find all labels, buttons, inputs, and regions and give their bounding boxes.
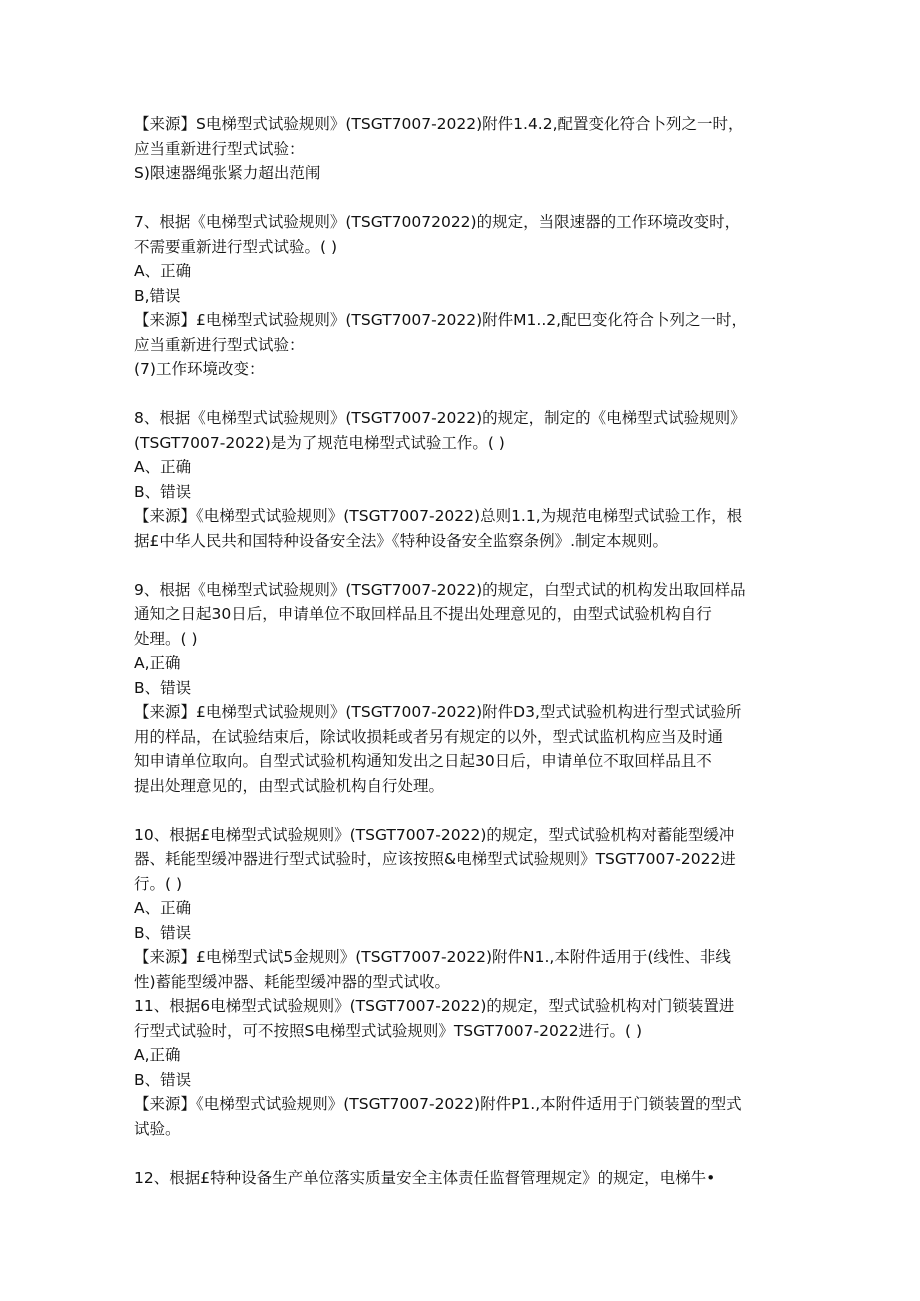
spacer xyxy=(134,186,794,211)
source-line: 【来源】S电梯型式试验规则》(TSGT7007-2022)附件1.4.2,配置变化符合卜列之一时， xyxy=(134,115,744,133)
option-a: A、正确 xyxy=(134,899,192,917)
option-b: B、错误 xyxy=(134,482,192,501)
question-text: 不需要重新进行型式试验。( ) xyxy=(134,237,338,256)
question-12 xyxy=(134,1166,794,1191)
source-line: 性)蓄能型缓冲器、耗能型缓冲器的型式试收。 xyxy=(134,972,451,991)
question-text: 行。( ) xyxy=(134,874,183,893)
question-text: 9、根据《电梯型式试验规则》(TSGT7007-2022)的规定，白型式试的机构发出取回样品 xyxy=(134,580,746,599)
spacer xyxy=(134,1141,794,1166)
question-text: 11、根据6电梯型式试验规则》(TSGT7007-2022)的规定，型式试验机构对门锁装置进 xyxy=(134,997,735,1015)
source-line: 【来源】£电梯型式试5金规则》(TSGT7007-2022)附件N1.,本附件适用于(线性、非线 xyxy=(134,948,731,966)
question-10 xyxy=(134,823,794,995)
source-block-previous xyxy=(134,112,794,186)
option-a: A、正确 xyxy=(134,458,192,476)
question-11 xyxy=(134,994,794,1141)
source-line: 【来源】£电梯型式试验规则》(TSGT7007-2022)附件M1..2,配巴变化符合卜列之一时， xyxy=(134,311,748,329)
question-text: 处理。( ) xyxy=(134,629,198,648)
source-line: 知申请单位取向。自型式试验机构通知发出之日起30日后，申请单位不取回样品且不 xyxy=(134,752,712,770)
source-line: 应当重新进行型式试验： xyxy=(134,335,305,354)
question-text: 12、根据£特种设备生产单位落实质量安全主体责任监督管理规定》的规定，电梯牛• xyxy=(134,1168,716,1187)
source-line: 用的样品，在试验结束后，除试收损耗或者另有规定的以外，型式试监机构应当及时通 xyxy=(134,727,724,746)
question-text: 行型式试验时，可不按照S电梯型式试验规则》TSGT7007-2022进行。( ) xyxy=(134,1021,643,1040)
option-b: B、错误 xyxy=(134,923,192,942)
option-b: B、错误 xyxy=(134,1070,192,1089)
question-8 xyxy=(134,406,794,553)
source-line: 试验。 xyxy=(134,1119,181,1138)
option-a: A,正确 xyxy=(134,654,181,672)
question-text: (TSGT7007-2022)是为了规范电梯型式试验工作。( ) xyxy=(134,433,505,452)
spacer xyxy=(134,382,794,407)
source-line: 【来源】《电梯型式试验规则》(TSGT7007-2022)附件P1.,本附件适用于门锁装置的型式 xyxy=(134,1095,742,1113)
question-7 xyxy=(134,210,794,382)
source-line: 【来源】《电梯型式试验规则》(TSGT7007-2022)总则1.1,为规范电梯型式试验工作，根 xyxy=(134,507,743,525)
question-text: 8、根据《电梯型式试验规则》(TSGT7007-2022)的规定，制定的《电梯型式试验规则》 xyxy=(134,409,746,427)
question-9 xyxy=(134,578,794,799)
question-text: 通知之日起30日后，申请单位不取回样品且不提出处理意见的，由型式试验机构自行 xyxy=(134,605,712,623)
spacer xyxy=(134,798,794,823)
source-line: S)限速器绳张紧力超出范闱 xyxy=(134,164,321,182)
source-line: 据£中华人民共和国特种设备安全法》《特种设备安全监察条例》.制定本规则。 xyxy=(134,531,669,550)
source-line: 应当重新进行型式试验： xyxy=(134,139,305,158)
source-line: 【来源】£电梯型式试验规则》(TSGT7007-2022)附件D3,型式试验机构进行型式试验所 xyxy=(134,703,742,721)
option-b: B,错误 xyxy=(134,286,181,305)
spacer xyxy=(134,553,794,578)
question-text: 器、耗能型缓冲器进行型式试验时，应该按照&电梯型式试验规则》TSGT7007-2022进 xyxy=(134,850,736,868)
option-a: A、正确 xyxy=(134,262,192,280)
document-content xyxy=(134,112,794,1190)
option-b: B、错误 xyxy=(134,678,192,697)
question-text: 10、根据£电梯型式试验规则》(TSGT7007-2022)的规定，型式试验机构对蓄能型缓冲 xyxy=(134,825,735,844)
source-line: (7)工作环境改变： xyxy=(134,360,265,378)
option-a: A,正确 xyxy=(134,1046,181,1064)
question-text: 7、根据《电梯型式试验规则》(TSGT70072022)的规定，当限速器的工作环境改变时， xyxy=(134,213,741,231)
source-line: 提出处理意见的，由型式试脸机构自行处理。 xyxy=(134,776,445,795)
